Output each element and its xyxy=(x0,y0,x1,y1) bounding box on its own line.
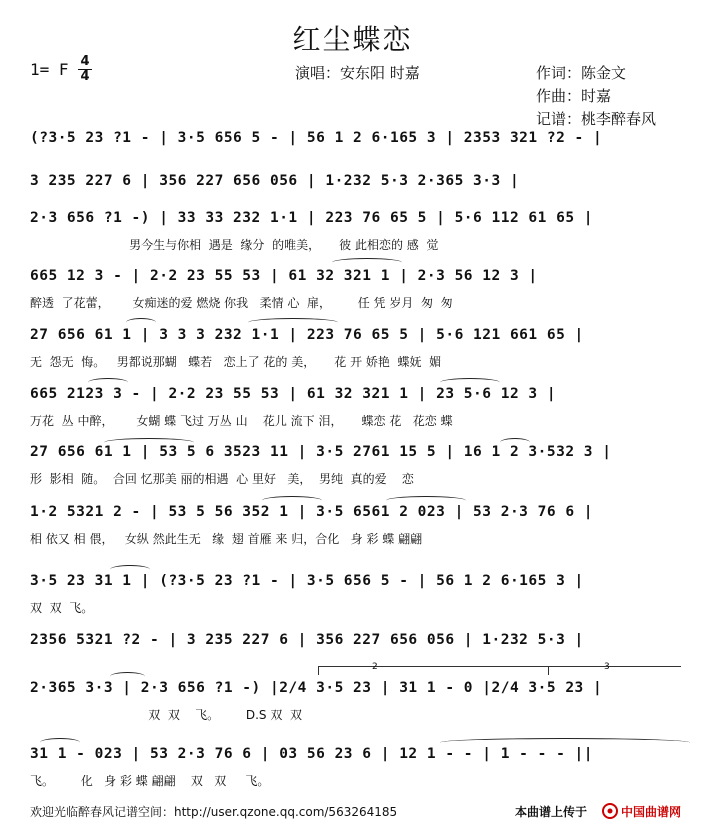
singer-credit: 演唱：安东阳 时嘉 xyxy=(295,64,420,82)
lyric-line: 双 双 飞。 D.S 双 双 xyxy=(30,708,302,722)
notation-row xyxy=(30,444,680,502)
repeat-bracket-3 xyxy=(548,666,681,675)
slur-mark xyxy=(386,496,466,505)
notation-line: 2·365 3·3 | 2·3 656 ?1 -) |2/4 3·5 23 | 31 1 - 0 |2/4 3·5 23 | xyxy=(30,680,603,696)
song-title: 红尘蝶恋 xyxy=(292,23,413,56)
notation-row xyxy=(30,504,680,562)
slur-mark xyxy=(440,738,690,747)
notation-line: 665 12 3 - | 2·2 23 55 53 | 61 32 321 1 | 2·3 56 12 3 | xyxy=(30,268,538,284)
slur-mark xyxy=(40,738,80,747)
lyric-line: 形 影相 随。 合回 忆那美 丽的相遇 心 里好 美， 男纯 真的爱 恋 xyxy=(30,472,414,486)
lyric-line: 无 怨无 悔。 男都说那蝴 蝶若 恋上了 花的 美， 花 开 娇艳 蝶妩 媚 xyxy=(30,355,442,369)
footer-upload-text: 本曲谱上传于 xyxy=(515,805,588,819)
repeat-bracket-label: 2 xyxy=(372,662,378,672)
slur-mark xyxy=(440,378,500,387)
transcriber-credit: 记谱：桃李醉春风 xyxy=(536,110,657,128)
notation-line: 665 2123 3 - | 2·2 23 55 53 | 61 32 321 1 | 23 5·6 12 3 | xyxy=(30,386,557,402)
lyric-line: 双 双 飞。 xyxy=(30,601,94,615)
logo-text: 中国曲谱网 xyxy=(621,805,682,819)
slur-mark xyxy=(500,438,530,447)
notation-line: 1·2 5321 2 - | 53 5 56 352 1 | 3·5 6561 2 023 | 53 2·3 76 6 | xyxy=(30,504,594,520)
lyric-line: 飞。 化 身 彩 蝶 翩翩 双 双 飞。 xyxy=(30,774,270,788)
lyric-line: 男今生与你相 遇是 缘分 的唯美， 彼 此相恋的 感 觉 xyxy=(30,238,439,252)
time-signature xyxy=(78,56,92,83)
slur-mark xyxy=(126,318,156,327)
lyric-line: 醉透 了花蕾， 女痴迷的爱 燃烧 你我 柔情 心 扉， 任 凭 岁月 匆 匆 xyxy=(30,296,453,310)
notation-row xyxy=(30,680,680,738)
slur-mark xyxy=(88,378,128,387)
notation-row xyxy=(30,386,680,444)
lyricist-credit: 作词：陈金文 xyxy=(536,64,627,82)
notation-row xyxy=(30,573,680,631)
lyric-line: 相 依又 相 偎， 女纵 然此生无 缘 翅 首雁 来 归，合化 身 彩 蝶 翩翩 xyxy=(30,532,423,546)
repeat-bracket-2 xyxy=(318,666,551,675)
notation-line: 2356 5321 ?2 - | 3 235 227 6 | 356 227 656 056 | 1·232 5·3 | xyxy=(30,632,584,648)
key-signature: 1= F xyxy=(30,60,69,79)
time-signature-top: 4 xyxy=(80,54,90,69)
footer-url-text: 欢迎光临醉春风记谱空间：http://user.qzone.qq.com/563264185 xyxy=(30,805,398,819)
notation-line: 27 656 61 1 | 53 5 6 3523 11 | 3·5 2761 15 5 | 16 1 2 3·532 3 | xyxy=(30,444,612,460)
time-signature-bottom: 4 xyxy=(80,69,90,84)
slur-mark xyxy=(262,496,322,505)
slur-mark xyxy=(332,258,402,267)
lyric-line: 万花 丛 中醉， 女蝴 蝶 飞过 万丛 山 花儿 流下 泪， 蝶恋 花 花恋 蝶 xyxy=(30,414,453,428)
notation-line: 31 1 - 023 | 53 2·3 76 6 | 03 56 23 6 | 12 1 - - | 1 - - - || xyxy=(30,746,594,762)
repeat-bracket-label: 3 xyxy=(604,662,610,672)
notation-line: (?3·5 23 ?1 - | 3·5 656 5 - | 56 1 2 6·165 3 | 2353 321 ?2 - | xyxy=(30,130,603,146)
composer-credit: 作曲：时嘉 xyxy=(536,87,612,105)
site-logo xyxy=(601,800,701,822)
notation-row xyxy=(30,746,680,804)
slur-mark xyxy=(110,565,150,574)
slur-mark xyxy=(248,318,338,327)
notation-line: 3·5 23 31 1 | (?3·5 23 ?1 - | 3·5 656 5 - | 56 1 2 6·165 3 | xyxy=(30,573,584,589)
notation-row xyxy=(30,327,680,385)
notation-row xyxy=(30,268,680,326)
notation-line: 2·3 656 ?1 -) | 33 33 232 1·1 | 223 76 65 5 | 5·6 112 61 65 | xyxy=(30,210,594,226)
notation-line: 3 235 227 6 | 356 227 656 056 | 1·232 5·3 2·365 3·3 | xyxy=(30,173,520,189)
slur-mark xyxy=(110,672,145,681)
notation-line: 27 656 61 1 | 3 3 3 232 1·1 | 223 76 65 5 | 5·6 121 661 65 | xyxy=(30,327,584,343)
slur-mark xyxy=(104,438,194,447)
